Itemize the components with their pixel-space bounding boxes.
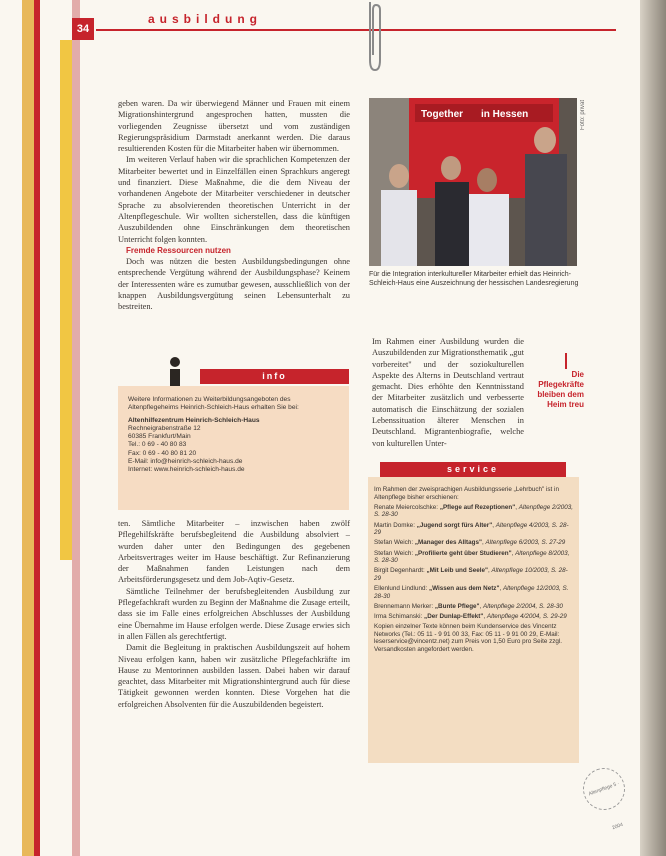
service-item: Ellenlund Lindlund: „Wissen aus dem Netz", Altenpflege 12/2003, S. 28-30 [374, 585, 569, 600]
info-web: Internet: www.heinrich-schleich-haus.de [128, 465, 245, 473]
pull-quote-rule [565, 353, 567, 369]
service-item: Irma Schimanski: „Der Dunlap-Effekt", Altenpflege 4/2004, S. 29-29 [374, 613, 567, 621]
service-footer: Kopien einzelner Texte können beim Kundenservice des Vincentz Networks (Tel.: 05 11 - 9 91 00 33, Fax: 05 11 - 9 91 00 29, E-Mail: leserservice@vincentz.net) zum Preis von 1,50 Euro pro Seite zzgl. Versandkosten angefordert werden. [374, 623, 563, 654]
info-header: info [200, 369, 349, 384]
info-fax: Fax: 0 69 - 40 80 81 20 [128, 449, 197, 457]
page-number: 34 [72, 18, 94, 40]
banner-text-left: Together [421, 109, 464, 120]
photo-credit: Foto: privat [580, 100, 586, 131]
paragraph: Im weiteren Verlauf haben wir die sprachlichen Kompetenzen der Mitarbeiter bewertet und in Einzelfällen einen Sprachkurs angeregt und finanziert. Diese Maßnahme, die die dem Niveau der vorhandenen Angebote der Mitarbeiter verschiedener in deutscher Sprache zu absolvierenden theoretischen Unterricht in der Altenpflegeschule. Wir wollten sicherstellen, dass die künftigen Auszubildenden ohne Einschränkungen dem theoretischen Unterricht folgen konnten. [118, 155, 350, 244]
paragraph: geben waren. Da wir überwiegend Männer und Frauen mit einem Migrationshintergrund angesprochen hatten, mussten die vorliegenden Zeugnisse übersetzt und vom zuständigen Regierungspräsidium Darmstadt anerkannt werden. Die daraus resultierenden Kosten für die Mitarbeiter haben wir übernommen. [118, 99, 350, 154]
paragraph: ten. Sämtliche Mitarbeiter – inzwischen haben zwölf Pflegehilfskräfte berufsbegleitend die Ausbildung absolviert – wurden daher unter den Bedingungen des gegebenen Arbeitsvertrages weiter im Hause beschäftigt. Zur Refinanzierung der Maßnahmen fanden Leistungen nach dem Arbeitsförderungsgesetz und dem Job-Aqtiv-Gesetz. [118, 519, 350, 585]
info-text [128, 396, 342, 474]
service-header: service [380, 462, 566, 477]
service-item: Stefan Weich: „Profilierte geht über Studieren", Altenpflege 8/2003, S. 28-30 [374, 549, 570, 565]
stamp: Altenpflege 5 · 2004 [577, 762, 631, 816]
paragraph: Doch was nützen die besten Ausbildungsbedingungen ohne entsprechende Vergütung während der Ausbildungsphase? Keinem der Interessenten wäre es zumutbar gewesen, ausschließlich von der knappen Ausbildungsvergütung seinen Lebensunterhalt zu bestreiten. [118, 257, 350, 312]
info-city: 60385 Frankfurt/Main [128, 433, 191, 441]
service-item: Brennemann Merker: „Bunte Pflege", Altenpflege 2/2004, S. 28-30 [374, 602, 563, 610]
right-column [372, 336, 524, 449]
service-item: Stefan Weich: „Manager des Alltags", Altenpflege 6/2003, S. 27-29 [374, 539, 566, 547]
photo-illustration [369, 98, 577, 266]
photo-caption: Für die Integration interkultureller Mitarbeiter erhielt das Heinrich-Schleich-Haus eine Auszeichnung der hessischen Landesregierung [369, 271, 579, 287]
service-item: Birgit Degenhardt: „Mit Leib und Seele", Altenpflege 10/2003, S. 28-29 [374, 567, 568, 582]
paragraph: Im Rahmen einer Ausbildung wurden die Auszubildenden zur Migrationsthematik „gut vorbereitet" und der soziokulturellen Aspekte des Alterns in Deutschland vertraut gemacht. Dies erhöhte den Kenntnisstand der Mitarbeiter zusätzlich und verbesserte automatisch die Einschätzung der sozialen Lebenssituation älterer Menschen in Deutschland. Migrantenbiografie, welche von kulturellen Unter- [372, 337, 524, 448]
left-column-bottom [118, 518, 350, 710]
pull-quote: Die Pflegekräfte bleiben dem Heim treu [537, 370, 584, 409]
service-item: Renate Meiercolschke: „Pflege auf Rezeptionen", Altenpflege 2/2003, S. 28-30 [374, 503, 574, 519]
banner-text-right: in Hessen [481, 109, 529, 120]
info-org: Altenhilfezentrum Heinrich-Schleich-Haus [128, 417, 260, 425]
info-street: Rechneigrabenstraße 12 [128, 425, 201, 433]
paragraph: Damit die Begleitung in praktischen Ausbildungszeit auf hohem Niveau erfolgen kann, haben wir zusätzliche Pflegefachkräfte im Hause zu Mentorinnen ausbilden lassen. Dabei haben wir darauf geachtet, dass Mitarbeiter mit Migrationshintergrund auch für diese Tätigkeit gewonnen werden konnten. Diese Vorgehen hat die erfolgreichen Absolventen für die Auszubildenden begeistert. [118, 643, 350, 709]
paragraph: Sämtliche Teilnehmer der berufsbegleitenden Ausbildung zur Pflegefachkraft wurden zu Beginn der Maßnahme die Zusage erteilt, dass sie im Falle eines erfolgreichen Abschlusses der Ausbildung eine Übernahme im Hause erfolgen werde. Diese Zusage erwies sich in allen Fällen als gerechtfertigt. [118, 586, 350, 641]
service-item: Martin Domke: „Jugend sorgt fürs Alter", Altenpflege 4/2003, S. 28-29 [374, 521, 569, 537]
service-intro: Im Rahmen der zweisprachigen Ausbildungsserie „Lehrbuch" ist in Altenpflege bisher erschienen: [374, 486, 559, 501]
service-text [374, 486, 574, 656]
page-gutter [640, 0, 666, 856]
photo [369, 98, 577, 266]
subheading: Fremde Ressourcen nutzen [126, 245, 231, 255]
section-title: ausbildung [148, 12, 262, 26]
paperclip-icon [364, 0, 386, 74]
info-intro: Weitere Informationen zu Weiterbildungsangeboten des Altenpflegeheims Heinrich-Schleich-Haus erhalten Sie bei: [128, 396, 299, 412]
info-tel: Tel.: 0 69 - 40 80 83 [128, 441, 187, 449]
left-column-top [118, 98, 350, 313]
info-email: E-Mail: info@heinrich-schleich-haus.de [128, 457, 243, 465]
info-icon [162, 356, 188, 390]
header-rule [96, 29, 616, 31]
decorative-stripes [22, 0, 72, 856]
